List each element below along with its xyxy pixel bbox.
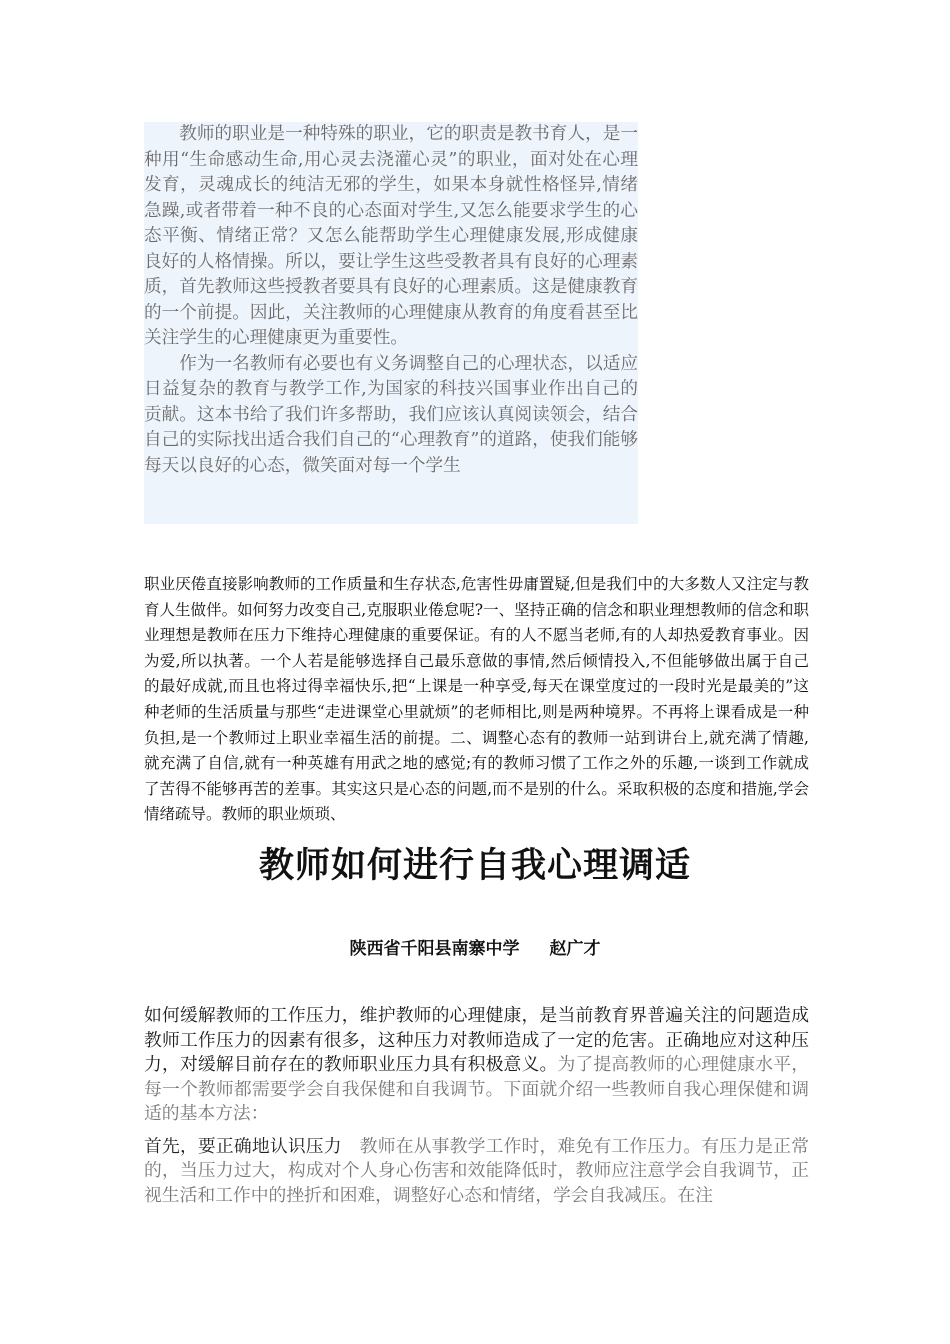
- author-school: 陕西省千阳县南寨中学: [349, 939, 520, 959]
- burnout-section: [144, 572, 809, 828]
- excerpt-paragraph-2: 作为一名教师有必要也有义务调整自己的心理状态，以适应日益复杂的教育与教学工作,为国家的科技兴国事业作出自己的贡献。这本书给了我们许多帮助，我们应该认真阅读领会，结合自己的实际找出适合我们自己的“心理教育”的道路，使我们能够每天以良好的心态，微笑面对每一个学生: [144, 353, 638, 476]
- burnout-paragraph: 职业厌倦直接影响教师的工作质量和生存状态,危害性毋庸置疑,但是我们中的大多数人又注定与教育人生做伴。如何努力改变自己,克服职业倦怠呢?一、坚持正确的信念和职业理想教师的信念和职业理想是教师在压力下维持心理健康的重要保证。有的人不愿当老师,有的人却热爱教育事业。因为爱,所以执著。一个人若是能够选择自己最乐意做的事情,然后倾情投入,不但能够做出属于自己的最好成就,而且也将过得幸福快乐,把“上课是一种享受,每天在课堂度过的一段时光是最美的”这种老师的生活质量与那些“走进课堂心里就烦”的老师相比,则是两种境界。不再将上课看成是一种负担,是一个教师过上职业幸福生活的前提。二、调整心态有的教师一站到讲台上,就充满了情趣,就充满了自信,就有一种英雄有用武之地的感觉;有的教师习惯了工作之外的乐趣,一谈到工作就成了苦得不能够再苦的差事。其实这只是心态的问题,而不是别的什么。采取积极的态度和措施,学会情绪疏导。教师的职业烦琐、: [144, 575, 809, 824]
- intro-paragraph: [144, 1004, 809, 1127]
- first-point-body: 教师在从事教学工作时，难免有工作压力。有压力是正常的，当压力过大，构成对个人身心伤害和效能降低时，教师应注意学会自我调节，正视生活和工作中的挫折和困难，调整好心态和情绪，学会自我减压。在注: [144, 1135, 809, 1206]
- first-point-heading: 首先，要正确地认识压力: [144, 1135, 342, 1157]
- author-line: [0, 934, 950, 959]
- article-body: [144, 1004, 809, 1216]
- highlighted-excerpt: [144, 122, 638, 524]
- article-title: 教师如何进行自我心理调适: [258, 846, 691, 886]
- excerpt-paragraph-1: 教师的职业是一种特殊的职业，它的职责是教书育人，是一种用“生命感动生命,用心灵去浇灌心灵”的职业，面对处在心理发育，灵魂成长的纯洁无邪的学生，如果本身就性格怪异,情绪急躁,或者带着一种不良的心态面对学生,又怎么能要求学生的心态平衡、情绪正常？又怎么能帮助学生心理健康发展,形成健康良好的人格情操。所以，要让学生这些受教者具有良好的心理素质，首先教师这些授教者要具有良好的心理素质。这是健康教育的一个前提。因此，关注教师的心理健康从教育的角度看甚至比关注学生的心理健康更为重要性。: [144, 124, 638, 348]
- author-name: 赵广才: [549, 939, 601, 959]
- intro-light-text: 为了提高教师的心理健康水平，每一个教师都需要学会自我保健和自我调节。下面就介绍一些教师自我心理保健和调适的基本方法：: [144, 1054, 809, 1124]
- first-point-paragraph: [144, 1135, 809, 1209]
- intro-dark-text: 如何缓解教师的工作压力，维护教师的心理健康，是当前教育界普遍关注的问题造成教师工作压力的因素有很多，这种压力对教师造成了一定的危害。正确地应对这种压力，对缓解目前存在的教师职业压力具有积极意义。: [144, 1005, 809, 1075]
